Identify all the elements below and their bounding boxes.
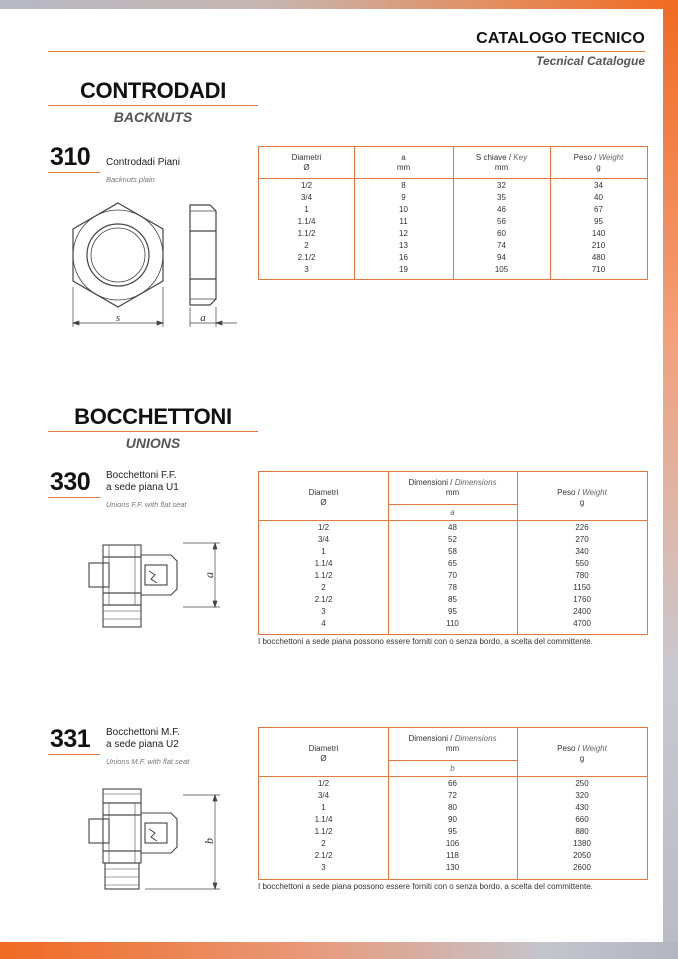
table-cell: 660 bbox=[575, 815, 589, 824]
table-cell: 2 bbox=[321, 583, 326, 592]
header-a: a mm bbox=[396, 153, 411, 172]
table-cell: 2600 bbox=[573, 863, 591, 872]
table-cell: 1.1/2 bbox=[314, 571, 333, 580]
table-cell: 550 bbox=[575, 559, 589, 568]
table-cell: 1/2 bbox=[317, 779, 330, 788]
header-dim-sub: b bbox=[450, 764, 455, 773]
table-cell: 72 bbox=[448, 791, 457, 800]
table-310 bbox=[258, 146, 648, 280]
right-gradient-bar bbox=[663, 0, 678, 959]
table-cell: 780 bbox=[575, 571, 589, 580]
top-gradient-bar bbox=[0, 0, 678, 9]
product-name-en-310: Backnuts plain bbox=[106, 175, 155, 184]
table-row bbox=[259, 240, 647, 252]
product-code-310: 310 bbox=[50, 143, 91, 171]
product-code-330: 330 bbox=[50, 468, 91, 496]
table-cell: 2 bbox=[321, 839, 326, 848]
table-cell: 40 bbox=[594, 193, 603, 202]
table-cell: 1380 bbox=[573, 839, 591, 848]
union-mf-drawing bbox=[85, 785, 225, 895]
table-cell: 1.1/4 bbox=[297, 217, 316, 226]
drawing-label-b-331: b bbox=[202, 838, 216, 844]
table-cell: 3 bbox=[321, 863, 326, 872]
section-title-unions: BOCCHETTONI bbox=[74, 404, 232, 429]
table-cell: 1 bbox=[321, 547, 326, 556]
table-cell: 106 bbox=[445, 839, 460, 848]
code-rule bbox=[48, 172, 100, 173]
table-cell: 10 bbox=[399, 205, 408, 214]
table-row bbox=[259, 180, 647, 192]
table-divider bbox=[259, 520, 647, 521]
table-cell: 65 bbox=[448, 559, 457, 568]
table-cell: 430 bbox=[575, 803, 589, 812]
catalog-subtitle: Tecnical Catalogue bbox=[536, 54, 645, 68]
table-cell: 110 bbox=[446, 619, 459, 628]
note-331: I bocchettoni a sede piana possono essere forniti con o senza bordo, a scelta del committente. bbox=[258, 882, 593, 891]
table-cell: 140 bbox=[591, 229, 606, 238]
table-cell: 1.1/2 bbox=[314, 827, 333, 836]
table-cell: 1.1/4 bbox=[314, 559, 333, 568]
bottom-gradient-bar bbox=[0, 942, 678, 959]
table-cell: 95 bbox=[448, 607, 457, 616]
table-cell: 60 bbox=[497, 229, 506, 238]
table-cell: 270 bbox=[575, 535, 589, 544]
union-ff-drawing bbox=[85, 535, 225, 635]
table-row bbox=[259, 570, 647, 582]
header-peso: Peso / Weight g bbox=[573, 153, 624, 172]
table-cell: 480 bbox=[591, 253, 606, 262]
table-cell: 80 bbox=[448, 803, 457, 812]
code-rule bbox=[48, 754, 100, 755]
table-cell: 710 bbox=[591, 265, 606, 274]
table-cell: 1.1/4 bbox=[314, 815, 333, 824]
product-code-331: 331 bbox=[50, 725, 91, 753]
table-cell: 3 bbox=[304, 265, 309, 274]
table-cell: 90 bbox=[448, 815, 457, 824]
header-rule bbox=[48, 51, 645, 52]
section-subtitle-unions: UNIONS bbox=[125, 435, 181, 451]
header-peso: Peso / Weight g bbox=[557, 488, 607, 507]
section-subtitle-backnuts: BACKNUTS bbox=[113, 109, 193, 125]
table-divider bbox=[388, 760, 517, 761]
product-name-330: Bocchettoni F.F. a sede piana U1 bbox=[106, 470, 179, 493]
drawing-label-s: s bbox=[115, 312, 121, 324]
table-row bbox=[259, 216, 647, 228]
table-cell: 1760 bbox=[573, 595, 591, 604]
drawing-label-a: a bbox=[200, 312, 206, 324]
table-cell: 70 bbox=[448, 571, 457, 580]
table-cell: 78 bbox=[448, 583, 457, 592]
table-cell: 67 bbox=[594, 205, 603, 214]
table-cell: 85 bbox=[448, 595, 457, 604]
header-diametri: Diametri Ø bbox=[291, 153, 322, 172]
table-cell: 320 bbox=[575, 791, 589, 800]
table-row bbox=[259, 618, 647, 630]
table-row bbox=[259, 522, 647, 534]
section-title-backnuts: CONTRODADI bbox=[79, 78, 227, 103]
table-row bbox=[259, 778, 647, 790]
table-cell: 1 bbox=[321, 803, 326, 812]
catalog-title: CATALOGO TECNICO bbox=[476, 30, 645, 47]
table-cell: 9 bbox=[401, 193, 406, 202]
table-cell: 250 bbox=[575, 779, 589, 788]
table-cell: 74 bbox=[497, 241, 506, 250]
table-row bbox=[259, 790, 647, 802]
table-row bbox=[259, 814, 647, 826]
table-cell: 340 bbox=[575, 547, 589, 556]
table-row bbox=[259, 606, 647, 618]
table-cell: 1 bbox=[304, 205, 309, 214]
table-row bbox=[259, 850, 647, 862]
table-cell: 130 bbox=[445, 863, 460, 872]
table-cell: 16 bbox=[399, 253, 408, 262]
table-cell: 8 bbox=[401, 181, 406, 190]
table-row bbox=[259, 546, 647, 558]
table-cell: 2.1/2 bbox=[297, 253, 316, 262]
table-cell: 48 bbox=[448, 523, 457, 532]
table-cell: 226 bbox=[575, 523, 589, 532]
table-cell: 32 bbox=[497, 181, 506, 190]
product-name-310: Controdadi Piani bbox=[106, 157, 180, 168]
table-cell: 1/2 bbox=[300, 181, 313, 190]
header-diametri: Diametri Ø bbox=[308, 744, 339, 763]
table-cell: 4 bbox=[321, 619, 326, 628]
note-330: I bocchettoni a sede piana possono essere forniti con o senza bordo, a scelta del committente. bbox=[258, 637, 593, 646]
table-cell: 13 bbox=[399, 241, 408, 250]
product-name-331: Bocchettoni M.F. a sede piana U2 bbox=[106, 727, 180, 750]
code-rule bbox=[48, 497, 100, 498]
table-cell: 3 bbox=[321, 607, 326, 616]
table-row bbox=[259, 802, 647, 814]
table-cell: 56 bbox=[497, 217, 506, 226]
table-cell: 118 bbox=[446, 851, 459, 860]
table-cell: 66 bbox=[448, 779, 457, 788]
table-row bbox=[259, 594, 647, 606]
drawing-label-a-330: a bbox=[202, 572, 216, 578]
table-cell: 34 bbox=[594, 181, 603, 190]
table-cell: 94 bbox=[497, 253, 506, 262]
table-cell: 35 bbox=[497, 193, 506, 202]
table-cell: 4700 bbox=[573, 619, 591, 628]
backnut-drawing bbox=[62, 195, 252, 335]
table-cell: 19 bbox=[399, 265, 408, 274]
table-cell: 2 bbox=[304, 241, 309, 250]
table-cell: 1150 bbox=[573, 583, 591, 592]
table-row bbox=[259, 558, 647, 570]
table-cell: 95 bbox=[594, 217, 603, 226]
table-divider bbox=[259, 776, 647, 777]
table-cell: 2.1/2 bbox=[314, 595, 333, 604]
table-331 bbox=[258, 727, 648, 880]
table-cell: 105 bbox=[494, 265, 509, 274]
table-cell: 3/4 bbox=[317, 791, 330, 800]
table-cell: 3/4 bbox=[317, 535, 330, 544]
table-cell: 2.1/2 bbox=[314, 851, 333, 860]
section-rule bbox=[48, 431, 258, 432]
table-row bbox=[259, 252, 647, 264]
table-row bbox=[259, 264, 647, 276]
product-name-en-331: Unions M.F. with flat seat bbox=[106, 757, 190, 766]
header-peso: Peso / Weight g bbox=[557, 744, 607, 763]
table-row bbox=[259, 862, 647, 874]
table-cell: 210 bbox=[591, 241, 606, 250]
table-row bbox=[259, 204, 647, 216]
table-cell: 95 bbox=[448, 827, 457, 836]
table-row bbox=[259, 192, 647, 204]
table-cell: 12 bbox=[399, 229, 408, 238]
table-cell: 1.1/2 bbox=[297, 229, 316, 238]
table-cell: 46 bbox=[497, 205, 506, 214]
table-330 bbox=[258, 471, 648, 635]
table-cell: 2400 bbox=[573, 607, 591, 616]
product-name-en-330: Unions F.F. with flat seat bbox=[106, 500, 187, 509]
table-row bbox=[259, 582, 647, 594]
header-diametri: Diametri Ø bbox=[308, 488, 339, 507]
table-row bbox=[259, 826, 647, 838]
table-cell: 3/4 bbox=[300, 193, 313, 202]
section-rule bbox=[48, 105, 258, 106]
table-cell: 2050 bbox=[573, 851, 591, 860]
header-dimensioni: Dimensioni / Dimensions mm bbox=[408, 734, 497, 753]
table-row bbox=[259, 534, 647, 546]
table-row bbox=[259, 228, 647, 240]
table-cell: 52 bbox=[448, 535, 457, 544]
header-s-chiave: S chiave / Key mm bbox=[475, 153, 528, 172]
table-cell: 880 bbox=[575, 827, 589, 836]
table-divider bbox=[388, 504, 517, 505]
table-cell: 58 bbox=[448, 547, 457, 556]
header-dimensioni: Dimensioni / Dimensions mm bbox=[408, 478, 497, 497]
table-row bbox=[259, 838, 647, 850]
table-divider bbox=[259, 178, 647, 179]
table-cell: 1/2 bbox=[317, 523, 330, 532]
table-cell: 11 bbox=[399, 217, 408, 226]
header-dim-sub: a bbox=[450, 508, 455, 517]
